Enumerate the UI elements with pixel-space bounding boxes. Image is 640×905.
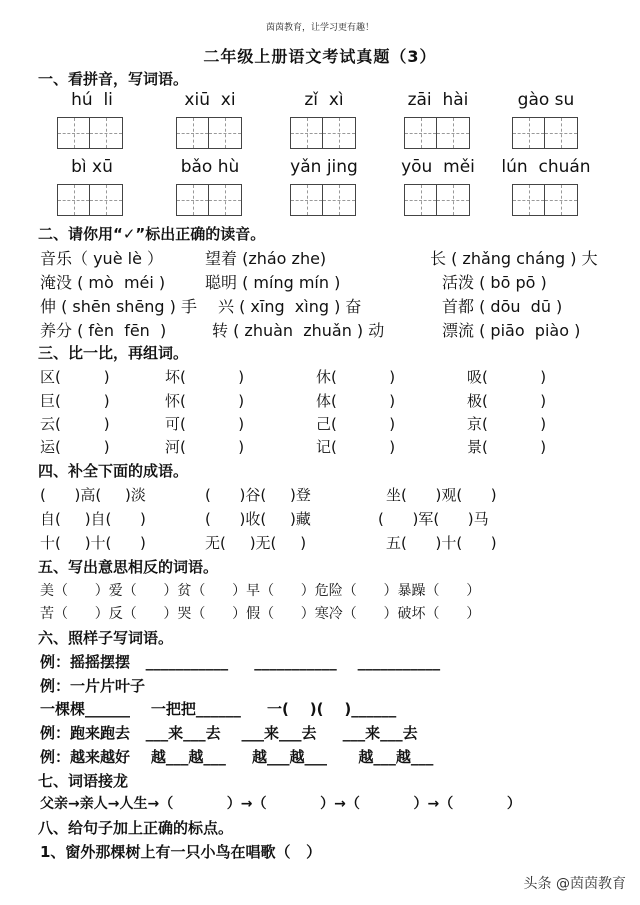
writing-grid[interactable] — [57, 184, 123, 216]
writing-grid[interactable] — [57, 117, 123, 149]
section-2-heading: 二、请你用“✓”标出正确的读音。 — [38, 225, 266, 243]
page-title: 二年级上册语文考试真题（3） — [203, 47, 437, 66]
pinyin-5: gào su — [517, 90, 575, 110]
example-line: 例：一片片叶子 — [40, 677, 146, 695]
section-6-heading: 六、照样子写词语。 — [38, 629, 174, 647]
section-5-heading: 五、写出意思相反的词语。 — [38, 558, 219, 576]
section-3-heading: 三、比一比，再组词。 — [38, 344, 189, 362]
writing-grid[interactable] — [176, 184, 242, 216]
compare-item[interactable]: 休( ) — [316, 368, 396, 386]
compare-item[interactable]: 河( ) — [165, 438, 245, 456]
reading-item[interactable]: 活泼 ( bō pō ) — [442, 273, 547, 292]
reading-item[interactable]: 养分 ( fèn fēn ) — [40, 321, 167, 340]
compare-item[interactable]: 极( ) — [467, 392, 547, 410]
compare-item[interactable]: 京( ) — [467, 415, 547, 433]
compare-item[interactable]: 体( ) — [316, 392, 396, 410]
reading-item[interactable]: 伸 ( shēn shēng ) 手 — [40, 297, 197, 316]
word-chain-line[interactable]: 父亲→亲人→人生→（ ）→（ ）→（ ）→（ ） — [40, 796, 521, 812]
writing-grid[interactable] — [512, 117, 578, 149]
example-line[interactable]: 例：跑来跑去 ___来___去 ___来___去 ___来___去 — [40, 724, 418, 742]
pinyin-1: hú li — [71, 90, 113, 110]
pinyin-7: bǎo hù — [180, 157, 240, 177]
pinyin-10: lún chuán — [501, 157, 591, 177]
writing-grid[interactable] — [290, 117, 356, 149]
compare-item[interactable]: 怀( ) — [165, 392, 245, 410]
idiom-item[interactable]: 十( )十( ) — [40, 534, 146, 552]
writing-grid[interactable] — [512, 184, 578, 216]
idiom-item[interactable]: 自( )自( ) — [40, 510, 146, 528]
reading-item[interactable]: 兴 ( xīng xìng ) 奋 — [218, 297, 362, 316]
reading-item[interactable]: 转 ( zhuàn zhuǎn ) 动 — [212, 321, 385, 340]
pinyin-3: zǐ xì — [304, 90, 344, 110]
writing-grid[interactable] — [404, 184, 470, 216]
compare-item[interactable]: 记( ) — [316, 438, 396, 456]
pinyin-8: yǎn jing — [290, 157, 358, 177]
pinyin-2: xiū xi — [184, 90, 236, 110]
section-7-heading: 七、词语接龙 — [38, 772, 129, 790]
reading-item[interactable]: 聪明 ( míng mín ) — [205, 273, 341, 292]
section-4-heading: 四、补全下面的成语。 — [38, 462, 189, 480]
pinyin-6: bì xū — [71, 157, 113, 177]
compare-item[interactable]: 景( ) — [467, 438, 547, 456]
reading-item[interactable]: 漂流 ( piāo piào ) — [442, 321, 581, 340]
idiom-item[interactable]: ( )军( )马 — [378, 510, 489, 528]
reading-item[interactable]: 音乐（ yuè lè ） — [40, 249, 164, 268]
compare-item[interactable]: 云( ) — [40, 415, 110, 433]
compare-item[interactable]: 运( ) — [40, 438, 110, 456]
example-line[interactable]: 一棵棵______ 一把把______ 一( )( )______ — [40, 700, 397, 718]
writing-grid[interactable] — [176, 117, 242, 149]
compare-item[interactable]: 区( ) — [40, 368, 110, 386]
compare-item[interactable]: 坏( ) — [165, 368, 245, 386]
punctuation-line[interactable]: 1、窗外那棵树上有一只小鸟在唱歌（ ） — [40, 843, 322, 861]
idiom-item[interactable]: ( )收( )藏 — [205, 510, 311, 528]
compare-item[interactable]: 己( ) — [316, 415, 396, 433]
idiom-item[interactable]: ( )谷( )登 — [205, 486, 311, 504]
header-note: 茵茵教育，让学习更有趣！ — [265, 23, 374, 33]
example-line[interactable]: 例：摇摇摆摆 ___________ ___________ ___________ — [40, 653, 441, 671]
section-8-heading: 八、给句子加上正确的标点。 — [38, 819, 234, 837]
idiom-item[interactable]: 无( )无( ) — [205, 534, 307, 552]
reading-item[interactable]: 淹没 ( mò méi ) — [40, 273, 166, 292]
reading-item[interactable]: 首都 ( dōu dū ) — [442, 297, 563, 316]
compare-item[interactable]: 巨( ) — [40, 392, 110, 410]
reading-item[interactable]: 望着 (zháo zhe) — [205, 249, 327, 268]
idiom-item[interactable]: 五( )十( ) — [386, 534, 497, 552]
reading-item[interactable]: 长 ( zhǎng cháng ) 大 — [430, 249, 598, 268]
compare-item[interactable]: 可( ) — [165, 415, 245, 433]
pinyin-4: zāi hài — [407, 90, 469, 110]
writing-grid[interactable] — [404, 117, 470, 149]
example-line[interactable]: 例：越来越好 越___越___ 越___越___ 越___越___ — [40, 748, 434, 766]
section-1-heading: 一、看拼音，写词语。 — [38, 70, 189, 88]
idiom-item[interactable]: 坐( )观( ) — [386, 486, 497, 504]
idiom-item[interactable]: ( )高( )淡 — [40, 486, 146, 504]
watermark: 头条 @茵茵教育 — [523, 876, 626, 892]
antonym-row[interactable]: 美（ ）爱（ ）贫（ ）早（ ）危险（ ）暴躁（ ） — [40, 583, 481, 599]
pinyin-9: yōu měi — [401, 157, 475, 177]
writing-grid[interactable] — [290, 184, 356, 216]
antonym-row[interactable]: 苦（ ）反（ ）哭（ ）假（ ）寒冷（ ）破坏（ ） — [40, 606, 481, 622]
compare-item[interactable]: 吸( ) — [467, 368, 547, 386]
